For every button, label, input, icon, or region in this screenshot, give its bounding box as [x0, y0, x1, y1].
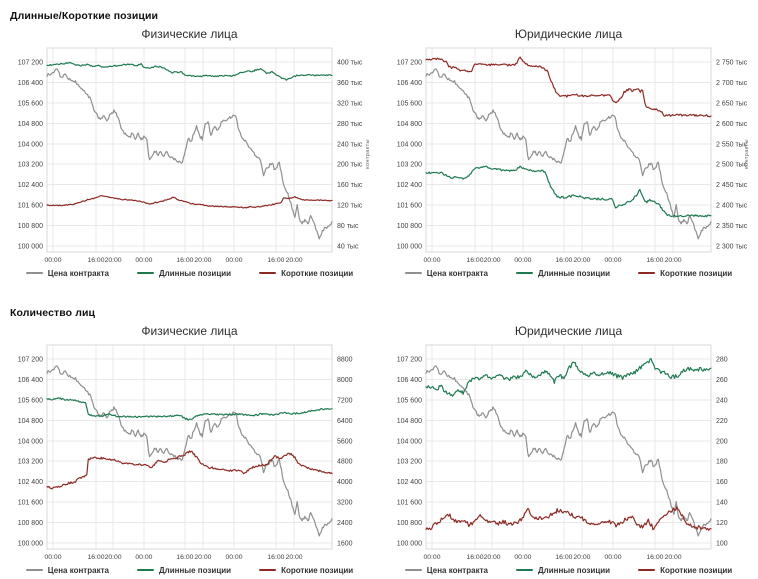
chart-plot-container	[0, 42, 379, 266]
chart-plot	[0, 42, 379, 266]
chart-plot	[379, 339, 758, 563]
chart-legend	[379, 564, 758, 576]
svg-text:101 600: 101 600	[396, 202, 422, 210]
svg-text:120: 120	[716, 520, 728, 528]
svg-text:104 800: 104 800	[17, 417, 43, 425]
svg-text:4800: 4800	[337, 458, 353, 466]
svg-text:260: 260	[716, 376, 728, 384]
chart-legend	[0, 267, 379, 279]
line-swatch-long	[137, 272, 154, 274]
svg-text:104 000: 104 000	[17, 438, 43, 446]
svg-text:2 500 тыс: 2 500 тыс	[716, 161, 748, 169]
legend-label-short-positions: Короткие позиции	[660, 565, 733, 575]
svg-text:100 800: 100 800	[17, 520, 43, 528]
svg-text:16:00: 16:00	[267, 554, 285, 561]
svg-text:40 тыс: 40 тыс	[337, 243, 359, 251]
chart-plot	[0, 339, 379, 563]
svg-text:20:00: 20:00	[483, 257, 501, 264]
chart-plot-container	[0, 339, 379, 563]
legend-label-contract-price: Цена контракта	[426, 565, 488, 575]
legend-item-contract-price	[26, 269, 109, 278]
svg-text:00:00: 00:00	[423, 257, 441, 264]
legend-label-long-positions: Длинные позиции	[537, 268, 611, 278]
svg-text:80 тыс: 80 тыс	[337, 223, 359, 231]
svg-text:2 750 тыс: 2 750 тыс	[716, 59, 748, 67]
svg-text:контракты: контракты	[744, 139, 750, 169]
charts-row-positions	[0, 24, 758, 279]
svg-text:5600: 5600	[337, 438, 353, 446]
section-header-long-short-positions: Длинные/Короткие позиции	[10, 10, 159, 22]
svg-text:240 тыс: 240 тыс	[337, 141, 363, 149]
svg-text:20:00: 20:00	[664, 257, 682, 264]
svg-text:20:00: 20:00	[285, 554, 303, 561]
svg-text:2 450 тыс: 2 450 тыс	[716, 182, 748, 190]
svg-text:400 тыс: 400 тыс	[337, 59, 363, 67]
chart-positions-individuals	[0, 24, 379, 279]
chart-title: Юридические лица	[514, 27, 623, 41]
chart-legend	[379, 267, 758, 279]
svg-text:4000: 4000	[337, 479, 353, 487]
svg-text:102 400: 102 400	[396, 182, 422, 190]
svg-text:106 400: 106 400	[396, 376, 422, 384]
svg-text:20:00: 20:00	[573, 554, 591, 561]
svg-text:105 600: 105 600	[396, 100, 422, 108]
legend-item-long-positions	[516, 566, 610, 575]
legend-item-contract-price	[26, 566, 109, 575]
svg-text:16:00: 16:00	[555, 257, 573, 264]
svg-text:2 400 тыс: 2 400 тыс	[716, 202, 748, 210]
svg-text:16:00: 16:00	[176, 257, 194, 264]
svg-text:107 200: 107 200	[17, 59, 43, 67]
svg-text:00:00: 00:00	[604, 257, 622, 264]
svg-text:280: 280	[716, 356, 728, 364]
svg-text:101 600: 101 600	[396, 499, 422, 507]
chart-plot-container	[379, 42, 758, 266]
svg-text:16:00: 16:00	[267, 257, 285, 264]
line-swatch-short	[638, 272, 655, 274]
svg-text:103 200: 103 200	[17, 458, 43, 466]
svg-text:контракты: контракты	[365, 139, 371, 169]
svg-text:104 800: 104 800	[396, 120, 422, 128]
svg-text:20:00: 20:00	[285, 257, 303, 264]
svg-text:100 800: 100 800	[396, 223, 422, 231]
svg-text:101 600: 101 600	[17, 202, 43, 210]
legend-item-short-positions	[259, 269, 353, 278]
svg-text:00:00: 00:00	[44, 554, 62, 561]
svg-text:105 600: 105 600	[396, 397, 422, 405]
svg-text:160: 160	[716, 479, 728, 487]
svg-text:8800: 8800	[337, 356, 353, 364]
svg-text:104 800: 104 800	[396, 417, 422, 425]
svg-text:102 400: 102 400	[17, 182, 43, 190]
svg-text:00:00: 00:00	[225, 257, 243, 264]
legend-label-contract-price: Цена контракта	[47, 268, 109, 278]
svg-text:140: 140	[716, 499, 728, 507]
svg-text:00:00: 00:00	[423, 554, 441, 561]
svg-text:104 000: 104 000	[17, 141, 43, 149]
svg-text:00:00: 00:00	[44, 257, 62, 264]
line-swatch-short	[638, 569, 655, 571]
svg-text:120 тыс: 120 тыс	[337, 202, 363, 210]
svg-text:103 200: 103 200	[396, 458, 422, 466]
svg-text:2 300 тыс: 2 300 тыс	[716, 243, 748, 251]
chart-count-legal-entities	[379, 321, 758, 576]
svg-text:20:00: 20:00	[483, 554, 501, 561]
section-header-person-count: Количество лиц	[10, 307, 96, 319]
legend-item-short-positions	[259, 566, 353, 575]
legend-item-contract-price	[405, 566, 488, 575]
line-swatch-long	[516, 569, 533, 571]
svg-text:2400: 2400	[337, 520, 353, 528]
svg-text:16:00: 16:00	[87, 257, 105, 264]
line-swatch-price	[405, 272, 422, 274]
svg-text:20:00: 20:00	[194, 257, 212, 264]
svg-text:20:00: 20:00	[573, 257, 591, 264]
svg-text:16:00: 16:00	[176, 554, 194, 561]
svg-text:16:00: 16:00	[646, 554, 664, 561]
svg-text:100 000: 100 000	[17, 540, 43, 548]
legend-label-contract-price: Цена контракта	[426, 268, 488, 278]
legend-item-long-positions	[137, 566, 231, 575]
legend-item-long-positions	[137, 269, 231, 278]
svg-text:00:00: 00:00	[514, 257, 532, 264]
chart-plot	[379, 42, 758, 266]
svg-text:00:00: 00:00	[604, 554, 622, 561]
svg-text:00:00: 00:00	[135, 257, 153, 264]
svg-text:20:00: 20:00	[104, 257, 122, 264]
legend-label-long-positions: Длинные позиции	[158, 268, 232, 278]
svg-text:16:00: 16:00	[646, 257, 664, 264]
svg-text:20:00: 20:00	[194, 554, 212, 561]
chart-title: Юридические лица	[514, 324, 623, 338]
svg-text:106 400: 106 400	[396, 79, 422, 87]
svg-text:104 800: 104 800	[17, 120, 43, 128]
svg-text:240: 240	[716, 397, 728, 405]
chart-title: Физические лица	[141, 324, 238, 338]
svg-text:100 000: 100 000	[396, 243, 422, 251]
svg-text:103 200: 103 200	[396, 161, 422, 169]
svg-text:20:00: 20:00	[664, 554, 682, 561]
legend-item-long-positions	[516, 269, 610, 278]
svg-text:16:00: 16:00	[555, 554, 573, 561]
chart-count-individuals	[0, 321, 379, 576]
svg-text:105 600: 105 600	[17, 100, 43, 108]
line-swatch-long	[137, 569, 154, 571]
line-swatch-short	[259, 569, 276, 571]
legend-label-long-positions: Длинные позиции	[158, 565, 232, 575]
svg-text:104 000: 104 000	[396, 141, 422, 149]
svg-text:20:00: 20:00	[104, 554, 122, 561]
legend-label-short-positions: Короткие позиции	[281, 268, 354, 278]
svg-text:320 тыс: 320 тыс	[337, 100, 363, 108]
svg-text:107 200: 107 200	[17, 356, 43, 364]
svg-text:00:00: 00:00	[225, 554, 243, 561]
svg-text:00:00: 00:00	[135, 554, 153, 561]
svg-text:100 000: 100 000	[17, 243, 43, 251]
svg-text:100: 100	[716, 540, 728, 548]
svg-text:180: 180	[716, 458, 728, 466]
line-swatch-long	[516, 272, 533, 274]
svg-text:00:00: 00:00	[514, 554, 532, 561]
svg-text:102 400: 102 400	[17, 479, 43, 487]
svg-text:200 тыс: 200 тыс	[337, 161, 363, 169]
svg-text:100 800: 100 800	[17, 223, 43, 231]
svg-text:7200: 7200	[337, 397, 353, 405]
svg-text:102 400: 102 400	[396, 479, 422, 487]
svg-text:105 600: 105 600	[17, 397, 43, 405]
svg-text:2 650 тыс: 2 650 тыс	[716, 100, 748, 108]
svg-text:16:00: 16:00	[87, 554, 105, 561]
svg-text:160 тыс: 160 тыс	[337, 182, 363, 190]
svg-text:107 200: 107 200	[396, 59, 422, 67]
legend-label-contract-price: Цена контракта	[47, 565, 109, 575]
svg-text:16:00: 16:00	[466, 257, 484, 264]
line-swatch-price	[26, 272, 43, 274]
chart-legend	[0, 564, 379, 576]
legend-item-short-positions	[638, 566, 732, 575]
svg-text:8000: 8000	[337, 376, 353, 384]
svg-text:280 тыс: 280 тыс	[337, 120, 363, 128]
svg-text:106 400: 106 400	[17, 79, 43, 87]
svg-text:104 000: 104 000	[396, 438, 422, 446]
chart-positions-legal-entities	[379, 24, 758, 279]
svg-text:100 000: 100 000	[396, 540, 422, 548]
svg-text:200: 200	[716, 438, 728, 446]
line-swatch-short	[259, 272, 276, 274]
line-swatch-price	[405, 569, 422, 571]
svg-text:360 тыс: 360 тыс	[337, 79, 363, 87]
svg-text:1600: 1600	[337, 540, 353, 548]
svg-text:101 600: 101 600	[17, 499, 43, 507]
svg-text:103 200: 103 200	[17, 161, 43, 169]
svg-text:100 800: 100 800	[396, 520, 422, 528]
legend-label-short-positions: Короткие позиции	[281, 565, 354, 575]
svg-text:2 350 тыс: 2 350 тыс	[716, 223, 748, 231]
chart-title: Физические лица	[141, 27, 238, 41]
svg-text:106 400: 106 400	[17, 376, 43, 384]
svg-text:16:00: 16:00	[466, 554, 484, 561]
line-swatch-price	[26, 569, 43, 571]
svg-text:2 600 тыс: 2 600 тыс	[716, 120, 748, 128]
svg-text:220: 220	[716, 417, 728, 425]
legend-label-short-positions: Короткие позиции	[660, 268, 733, 278]
legend-item-short-positions	[638, 269, 732, 278]
svg-text:2 700 тыс: 2 700 тыс	[716, 79, 748, 87]
svg-text:107 200: 107 200	[396, 356, 422, 364]
svg-text:3200: 3200	[337, 499, 353, 507]
legend-item-contract-price	[405, 269, 488, 278]
legend-label-long-positions: Длинные позиции	[537, 565, 611, 575]
chart-plot-container	[379, 339, 758, 563]
charts-row-count	[0, 321, 758, 576]
svg-text:2 550 тыс: 2 550 тыс	[716, 141, 748, 149]
svg-text:6400: 6400	[337, 417, 353, 425]
